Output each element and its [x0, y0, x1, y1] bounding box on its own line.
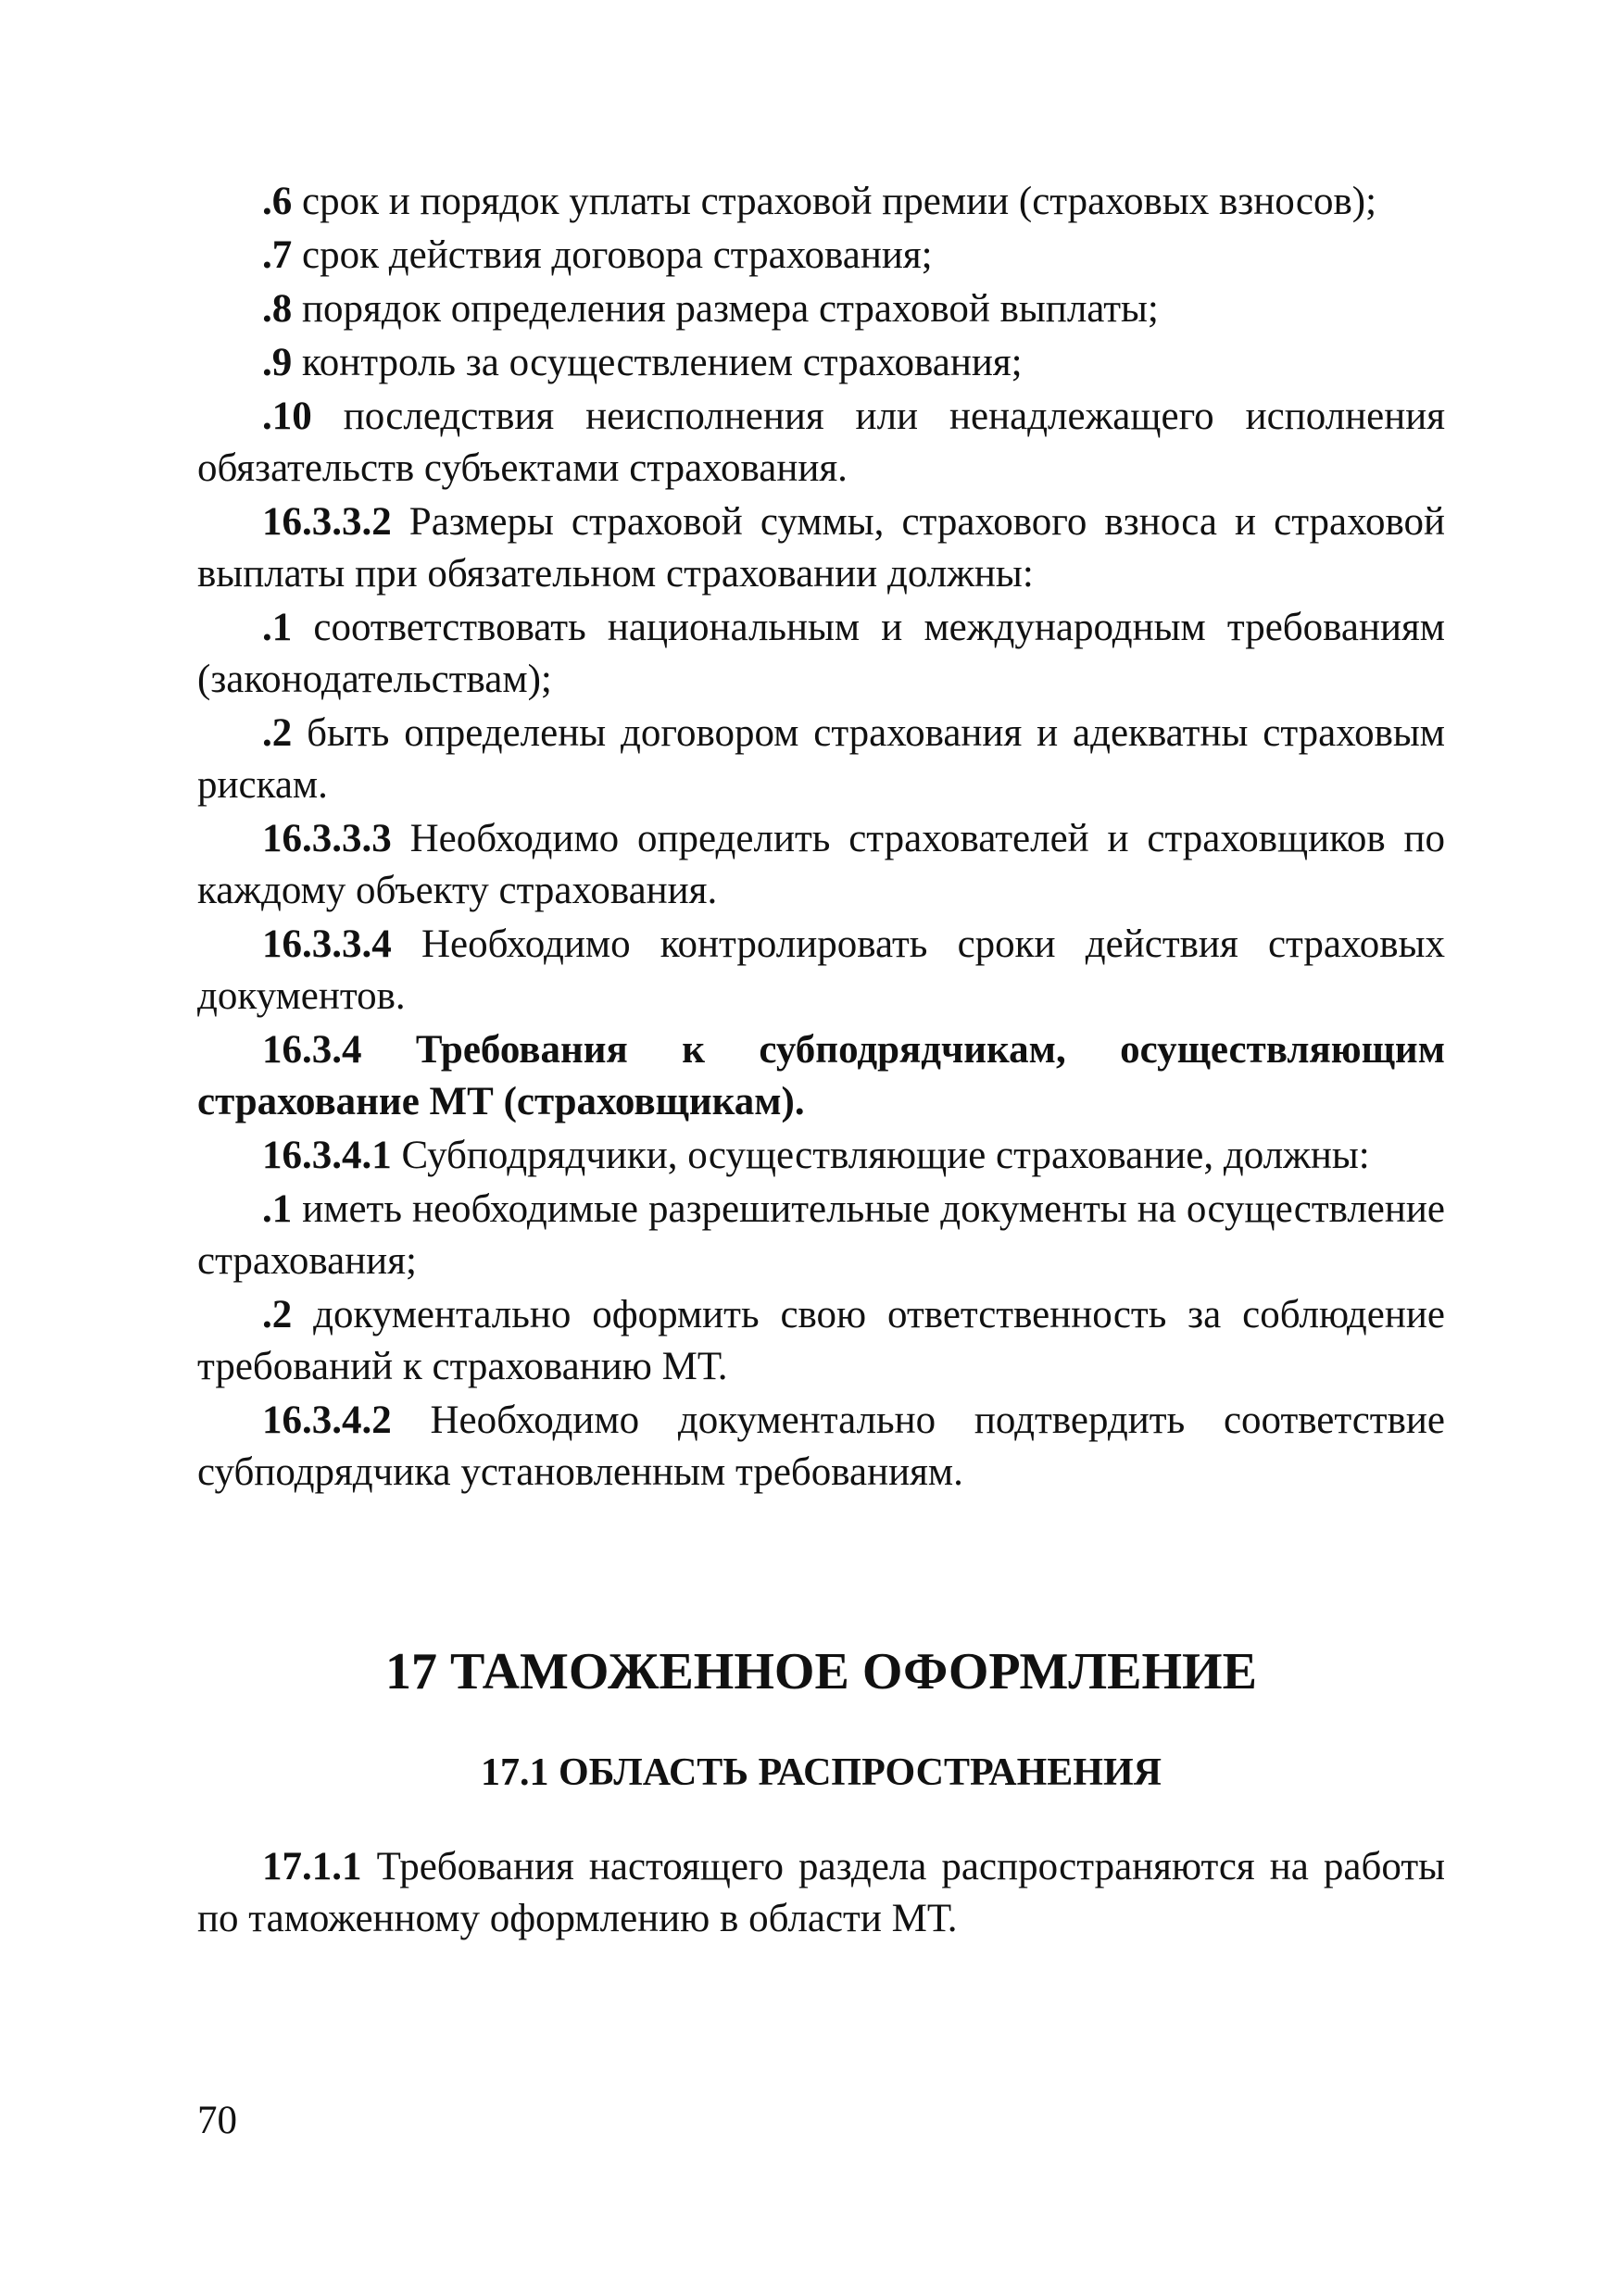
paragraph-number: 16.3.4.2 — [262, 1399, 392, 1442]
paragraph-text: Необходимо документально подтвердить соответствие субподрядчика установленным требованиям. — [197, 1399, 1445, 1494]
paragraph — [197, 337, 1445, 389]
paragraph-number: 16.3.3.4 — [262, 922, 392, 966]
paragraph — [197, 1289, 1445, 1393]
paragraph-text: Требования к субподрядчикам, осуществляющим страхование МТ (страховщикам). — [197, 1028, 1445, 1123]
paragraph-text: Субподрядчики, осуществляющие страхование, должны: — [391, 1134, 1370, 1177]
paragraph-number: .1 — [262, 606, 293, 649]
paragraph — [197, 1130, 1445, 1182]
paragraph — [197, 1841, 1445, 1945]
paragraph-text: быть определены договором страхования и адекватны страховым рискам. — [197, 711, 1445, 807]
paragraph-text: контроль за осуществлением страхования; — [292, 341, 1023, 384]
paragraph-text: срок действия договора страхования; — [292, 233, 933, 277]
paragraph-text: Требования настоящего раздела распространяются на работы по таможенному оформлению в области МТ. — [197, 1845, 1445, 1940]
paragraph — [197, 176, 1445, 228]
paragraph-number: .9 — [262, 341, 293, 384]
section-title: 17 ТАМОЖЕННОЕ ОФОРМЛЕНИЕ — [385, 1643, 1257, 1700]
paragraph-number: 16.3.4.1 — [262, 1134, 392, 1177]
paragraph — [197, 813, 1445, 917]
paragraph — [197, 1024, 1445, 1128]
paragraph-text: Необходимо контролировать сроки действия страховых документов. — [197, 922, 1445, 1018]
paragraph-text: документально оформить свою ответственность за соблюдение требований к страхованию МТ. — [197, 1293, 1445, 1388]
paragraph-text: последствия неисполнения или ненадлежащего исполнения обязательств субъектами страхования. — [197, 395, 1445, 490]
paragraph-number: .2 — [262, 711, 293, 755]
page-number: 70 — [197, 2099, 237, 2142]
paragraph-text: Необходимо определить страхователей и страховщиков по каждому объекту страхования. — [197, 817, 1445, 912]
paragraph — [197, 283, 1445, 335]
paragraph — [197, 230, 1445, 282]
tail-text — [197, 1841, 1445, 1947]
body-text — [197, 176, 1445, 1500]
paragraph — [197, 708, 1445, 811]
paragraph — [197, 1395, 1445, 1499]
paragraph-text: порядок определения размера страховой выплаты; — [292, 287, 1159, 331]
paragraph — [197, 391, 1445, 495]
paragraph — [197, 919, 1445, 1023]
paragraph-number: 16.3.3.3 — [262, 817, 392, 860]
subsection-title: 17.1 ОБЛАСТЬ РАСПРОСТРАНЕНИЯ — [481, 1751, 1162, 1794]
paragraph-number: .10 — [262, 395, 312, 438]
paragraph-text: Размеры страховой суммы, страхового взноса и страховой выплаты при обязательном страховании должны: — [197, 500, 1445, 596]
paragraph-number: 16.3.4 — [262, 1028, 362, 1072]
paragraph — [197, 496, 1445, 600]
paragraph — [197, 602, 1445, 706]
paragraph-number: .1 — [262, 1187, 293, 1231]
paragraph-number: .2 — [262, 1293, 293, 1336]
paragraph-number: .8 — [262, 287, 293, 331]
paragraph — [197, 1184, 1445, 1287]
paragraph-text: иметь необходимые разрешительные документы на осуществление страхования; — [197, 1187, 1445, 1283]
paragraph-text: соответствовать национальным и международным требованиям (законодательствам); — [197, 606, 1445, 701]
paragraph-text: срок и порядок уплаты страховой премии (страховых взносов); — [292, 180, 1377, 223]
paragraph-number: 16.3.3.2 — [262, 500, 392, 544]
paragraph-number: .6 — [262, 180, 293, 223]
paragraph-number: 17.1.1 — [262, 1845, 362, 1888]
paragraph-number: .7 — [262, 233, 293, 277]
